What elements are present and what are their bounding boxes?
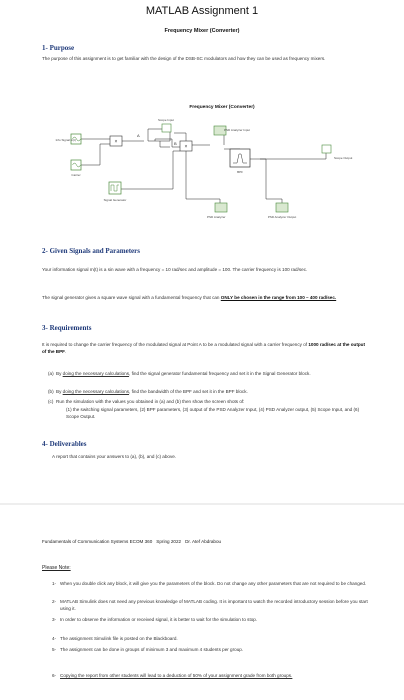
requirement-c-items: (1) the switching signal parameters, (2) BPF parameters, (3) output of the PSD Analyzer Input, (4) PSD Analyzer output, (5) Scope Input, and (6) Scope Output. — [66, 407, 360, 419]
psd-input-label: PSD Analyzer Input — [224, 128, 251, 132]
page-break — [0, 503, 404, 505]
requirement-c: (c) Run the simulation with the values you obtained in (a) and (b) then show the screen shots of: — [48, 399, 245, 404]
svg-text:×: × — [114, 139, 118, 145]
notes-heading: Please Note: — [42, 565, 71, 571]
bpf-block[interactable] — [230, 149, 250, 167]
given-text-2: The signal generator gives a square wave signal with a fundamental frequency that can ONLY be chosen in the range from 100 – 400 rad/sec. — [42, 295, 337, 300]
requirement-b: (b) By doing the necessary calculations, find the bandwidth of the BPF and set it in the BPF block. — [48, 389, 248, 394]
svg-text:×: × — [184, 144, 188, 150]
simulink-diagram — [55, 99, 353, 224]
psd-analyzer-block[interactable] — [215, 203, 227, 212]
info-signal-label: Info Signal m(t) — [55, 138, 76, 142]
note-item: 5- The assignment can be done in groups of minimum 3 and maximum 4 students per group. — [52, 647, 244, 652]
note-item: 1- When you double click any block, it will give you the parameters of the block. Do not change any other parameters that are not required to be changed. — [52, 581, 367, 586]
page-title: MATLAB Assignment 1 — [145, 5, 259, 17]
note-item: 6- Copying the report from other students will lead to a deduction of 50% of your assignment grade from both groups. — [52, 673, 293, 678]
given-heading: 2- Given Signals and Parameters — [42, 247, 140, 255]
course-footer: Fundamentals of Communication Systems ECOM 360 Spring 2022 Dr. Atef Abdrabou — [42, 539, 222, 544]
purpose-text: The purpose of this assignment is to get familiar with the design of the DSB-SC modulators and how they can be used as frequency mixers. — [42, 56, 326, 61]
bpf-label: BPF — [237, 170, 243, 174]
requirement-a: (a) By doing the necessary calculations, find the signal generator fundamental frequency and set it in the Signal Generator block. — [48, 371, 311, 376]
note-item: 3- In order to observe the information or received signal, it is better to wait for the simulation to stop. — [52, 617, 258, 622]
psd-analyzer-label: PSD Analyzer — [207, 215, 226, 219]
scope-output-block[interactable] — [322, 145, 331, 153]
note-item: 2- MATLAB Simulink does not need any previous knowledge of MATLAB coding. It is important to watch the recorded introductory session before you start using it. — [52, 599, 368, 611]
signal-generator-label: Signal Generator — [103, 198, 127, 202]
deliverables-heading: 4- Deliverables — [42, 440, 87, 448]
psd-output-label: PSD Analyzer Output — [267, 215, 297, 219]
range-constraint: ONLY be chosen in the range from 100 – 400 rad/sec. — [220, 295, 337, 300]
diagram-title: Frequency Mixer (Converter) — [189, 105, 255, 110]
page-subtitle: Frequency Mixer (Converter) — [164, 28, 240, 34]
psd-output-block[interactable] — [276, 203, 288, 212]
given-text-1: Your information signal m(t) is a sin wave with a frequency = 10 rad/sec and amplitude = 100. The carrier frequency is 100 rad/sec. — [42, 267, 308, 272]
requirements-intro: It is required to change the carrier frequency of the modulated signal at Point A to be a modulated signal with a carrier frequency of 1000 rad/sec at the output of the BPF. — [42, 342, 366, 354]
purpose-heading: 1- Purpose — [42, 44, 75, 52]
point-a-label: A — [137, 133, 140, 138]
scope-input-label: Scope Input — [157, 118, 175, 122]
requirements-heading: 3- Requirements — [42, 324, 92, 332]
scope-output-label: Scope Output — [334, 156, 353, 160]
deliverables-text: A report that contains your answers to (a), (b), and (c) above. — [52, 454, 177, 459]
point-b-label: B — [174, 141, 177, 146]
note-item: 4- The assignment Simulink file is posted on the Blackboard. — [52, 636, 178, 641]
carrier-label: Carrier — [71, 173, 81, 177]
scope-input-block[interactable] — [162, 124, 171, 132]
